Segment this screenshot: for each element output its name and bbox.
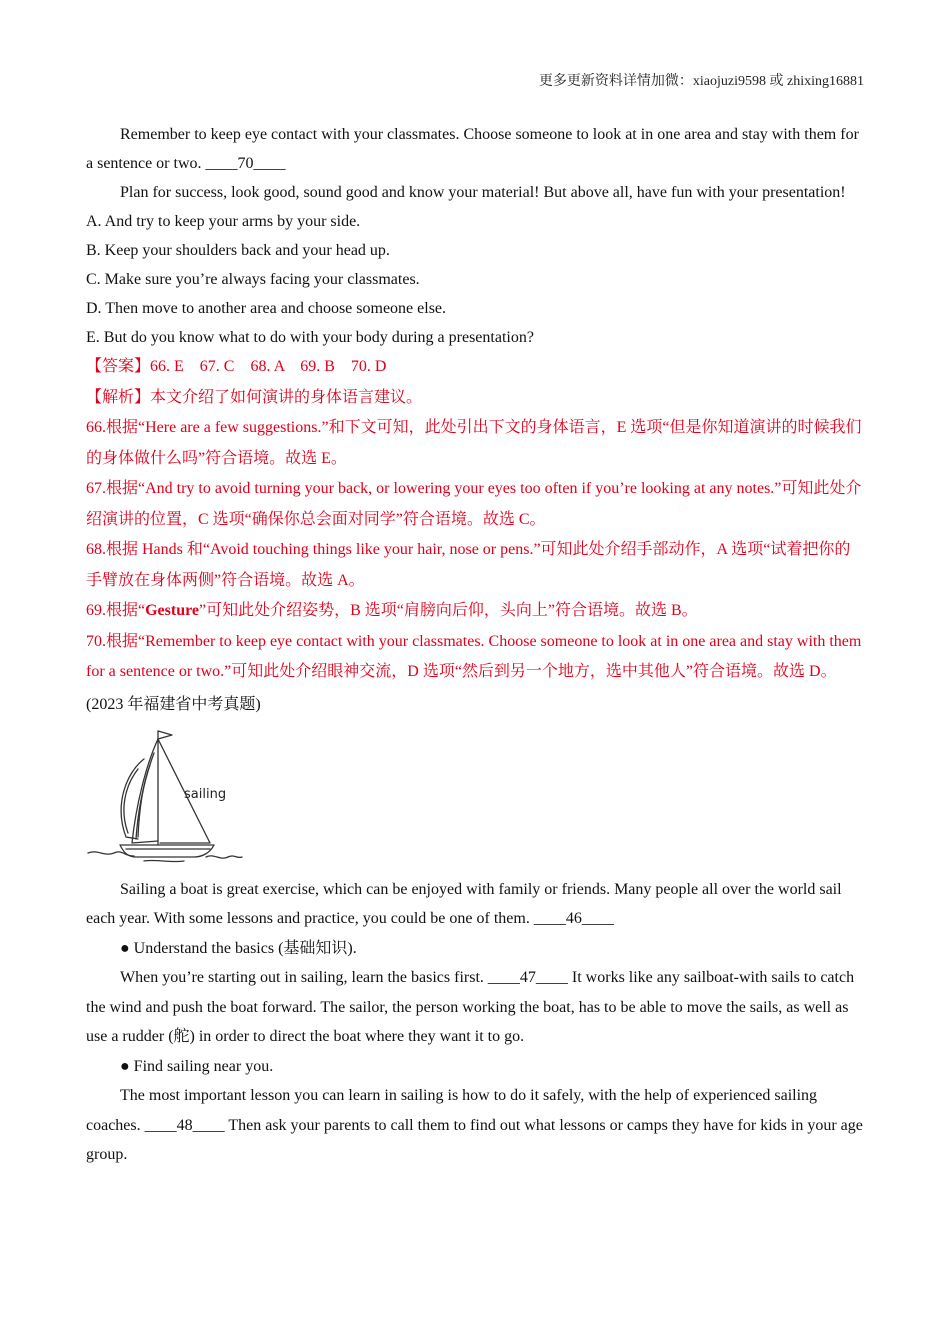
answer-values: 66. E 67. C 68. A 69. B 70. D <box>150 358 387 375</box>
water-wave-right <box>206 855 242 857</box>
paragraph-eye-contact: Remember to keep eye contact with your classmates. Choose someone to look at in one area and stay with them for a sentence or two. ____70____ <box>86 126 859 172</box>
option-b: B. Keep your shoulders back and your head up. <box>86 242 390 259</box>
option-a: A. And try to keep your arms by your side. <box>86 213 361 230</box>
sailing-label: sailing <box>184 786 227 802</box>
paragraph-find-sailing: The most important lesson you can learn in sailing is how to do it safely, with the help of experienced sailing coaches. ____48____ Then ask your parents to call them to find out what lessons or camps they have for kids in your age group. <box>86 1087 863 1163</box>
paragraph-sailing-intro: Sailing a boat is great exercise, which can be enjoyed with family or friends. Many people all over the world sail each year. With some lessons and practice, you could be one of them. ____46____ <box>86 880 842 927</box>
analysis-69-keyword: Gesture <box>145 602 200 619</box>
flag-shape <box>158 731 172 739</box>
analysis-69-rest: ”可知此处介绍姿势，B 选项“肩膀向后仰，头向上”符合语境。故选 B。 <box>199 602 698 619</box>
option-d: D. Then move to another area and choose someone else. <box>86 300 447 317</box>
analysis-item-70: 70.根据“Remember to keep eye contact with your classmates. Choose someone to look at in one area and stay with them for a sentence or two.”可知此处介绍眼神交流，D 选项“然后到另一个地方，选中其他人”符合语境。故选 D。 <box>86 632 862 680</box>
analysis-summary <box>86 383 864 414</box>
sailboat-illustration <box>86 725 246 867</box>
source-note: (2023 年福建省中考真题) <box>86 695 261 713</box>
analysis-item-68: 68.根据 Hands 和“Avoid touching things like your hair, nose or pens.”可知此处介绍手部动作，A 选项“试着把你的手臂放在身体两侧”符合语境。故选 A。 <box>86 541 851 589</box>
analysis-item-66: 66.根据“Here are a few suggestions.”和下文可知，此处引出下文的身体语言，E 选项“但是你知道演讲的时候我们的身体做什么吗”符合语境。故选 E。 <box>86 419 862 467</box>
analysis-item-69 <box>86 596 864 627</box>
paragraph-plan: Plan for success, look good, sound good and know your material! But above all, have fun with your presentation! <box>120 184 846 201</box>
analysis-summary-text: 本文介绍了如何演讲的身体语言建议。 <box>150 388 423 406</box>
analysis-item-67: 67.根据“And try to avoid turning your back, or lowering your eyes too often if you’re looking at any notes.”可知此处介绍演讲的位置，C 选项“确保你总会面对同学”符合语境。故选 C。 <box>86 480 862 528</box>
answer-label: 【答案】 <box>86 358 151 375</box>
analysis-label: 【解析】 <box>86 388 151 406</box>
heading-basics: ● Understand the basics (基础知识). <box>120 939 357 957</box>
answer-line <box>86 352 864 383</box>
page-content <box>86 120 864 1170</box>
option-c: C. Make sure you’re always facing your classmates. <box>86 271 420 288</box>
analysis-69-prefix: 69.根据“ <box>86 602 146 619</box>
heading-find-sailing: ● Find sailing near you. <box>120 1057 274 1075</box>
hull <box>120 845 214 857</box>
paragraph-basics: When you’re starting out in sailing, learn the basics first. ____47____ It works like any sailboat-with sails to catch the wind and push the boat forward. The sailor, the person working the boat, has to be able to move the sails, as well as use a rudder (舵) in order to direct the boat where they want it to go. <box>86 969 855 1045</box>
option-e: E. But do you know what to do with your body during a presentation? <box>86 329 534 346</box>
header-note: 更多更新资料详情加微：xiaojuzi9598 或 zhixing16881 <box>538 74 864 89</box>
